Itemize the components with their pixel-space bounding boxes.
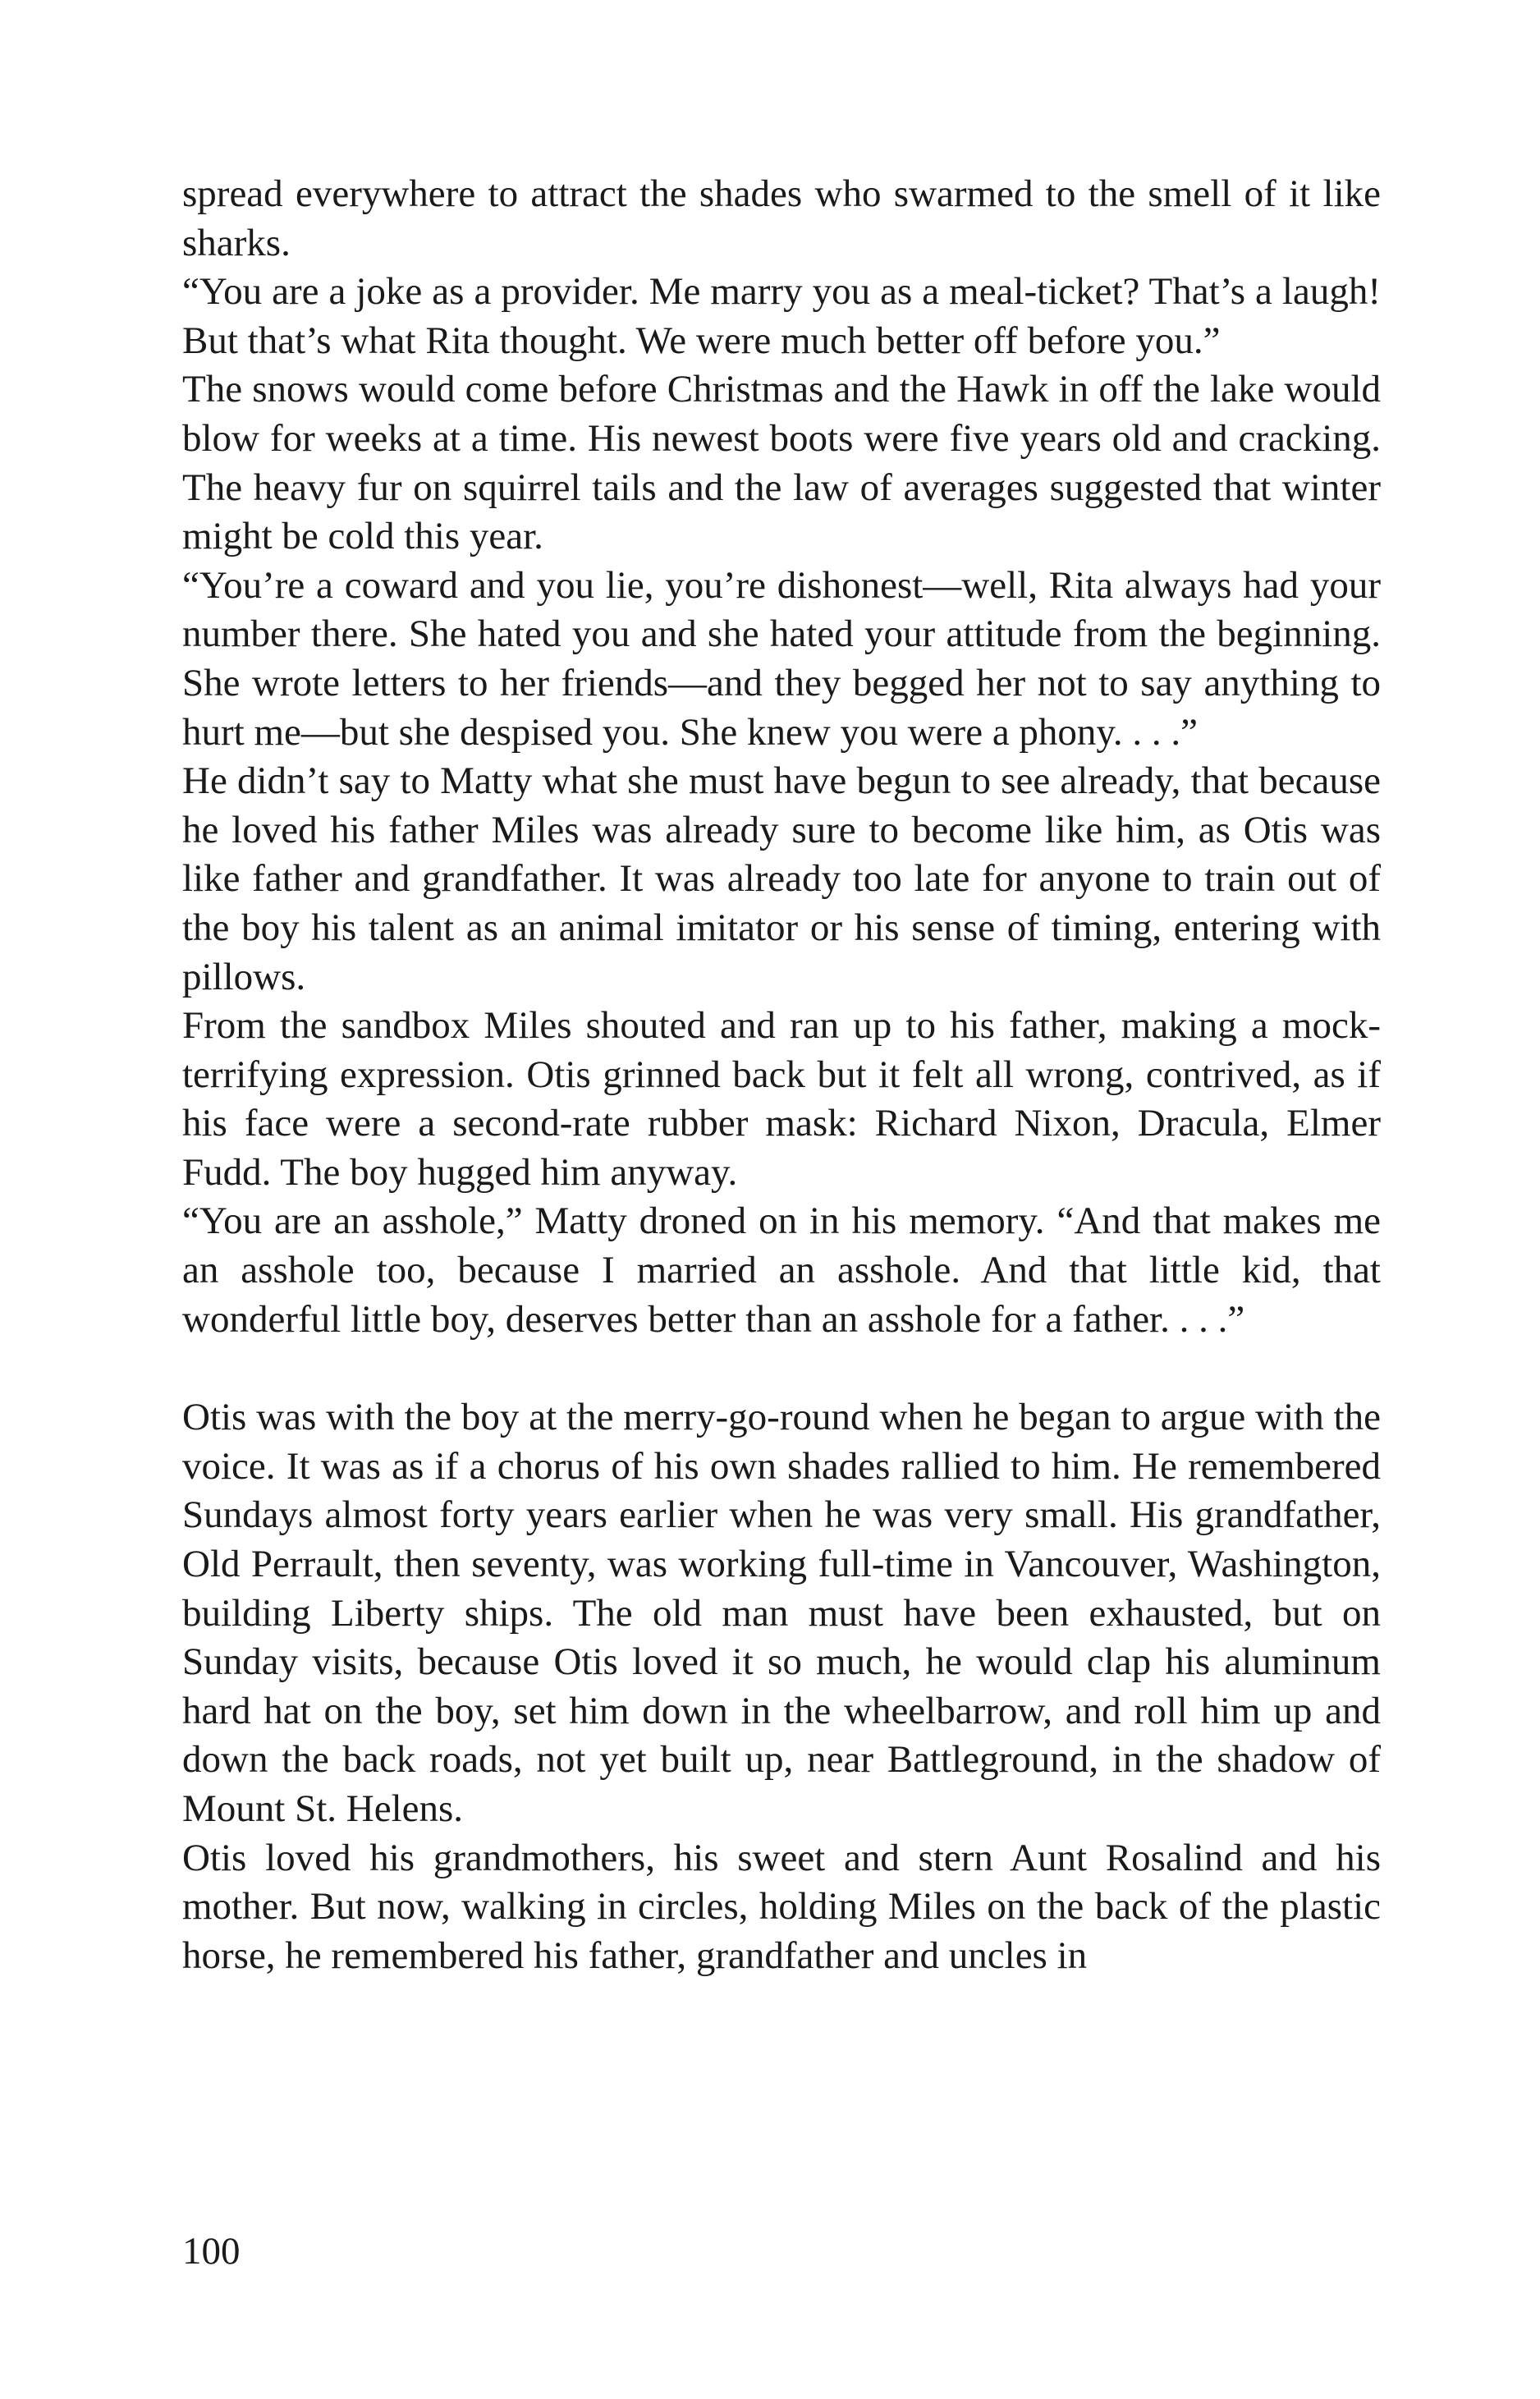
- paragraph-9: Otis loved his grandmothers, his sweet and stern Aunt Rosalind and his mother. But now, walking in circles, holding Miles on the back of the plastic horse, he remembered his father, grandfather and uncles in: [182, 1836, 1381, 1977]
- paragraph-1: spread everywhere to attract the shades who swarmed to the smell of it like sharks.: [182, 172, 1381, 264]
- page-number: 100: [182, 2230, 241, 2273]
- body-text: [182, 170, 1381, 1980]
- section-break: [182, 1344, 1381, 1393]
- paragraph-7: “You are an asshole,” Matty droned on in his memory. “And that makes me an asshole too, because I married an asshole. And that little kid, that wonderful little boy, deserves better than an asshole for a father. . . .”: [182, 1200, 1381, 1341]
- paragraph-5: He didn’t say to Matty what she must have begun to see already, that because he loved his father Miles was already sure to become like him, as Otis was like father and grandfather. It was already too late for anyone to train out of the boy his talent as an animal imitator or his sense of timing, entering with pillows.: [182, 759, 1381, 998]
- paragraph-8: Otis was with the boy at the merry-go-round when he began to argue with the voice. It was as if a chorus of his own shades rallied to him. He remembered Sundays almost forty years earlier when he was very small. His grandfather, Old Perrault, then seventy, was working full-time in Vancouver, Washington, building Liberty ships. The old man must have been exhausted, but on Sunday visits, because Otis loved it so much, he would clap his aluminum hard hat on the boy, set him down in the wheelbarrow, and roll him up and down the back roads, not yet built up, near Battleground, in the shadow of Mount St. Helens.: [182, 1396, 1381, 1830]
- paragraph-6: From the sandbox Miles shouted and ran up to his father, making a mock-terrifying expression. Otis grinned back but it felt all wrong, contrived, as if his face were a second-rate rubber mask: Richard Nixon, Dracula, Elmer Fudd. The boy hugged him anyway.: [182, 1004, 1381, 1194]
- paragraph-4: “You’re a coward and you lie, you’re dishonest—well, Rita always had your number there. She hated you and she hated your attitude from the beginning. She wrote letters to her friends—and they begged her not to say anything to hurt me—but she despised you. She knew you were a phony. . . .”: [182, 563, 1381, 754]
- paragraph-2: “You are a joke as a provider. Me marry you as a meal-ticket? That’s a laugh! But that’s what Rita thought. We were much better off before you.”: [182, 270, 1381, 362]
- paragraph-3: The snows would come before Christmas and the Hawk in off the lake would blow for weeks at a time. His newest boots were five years old and cracking. The heavy fur on squirrel tails and the law of averages suggested that winter might be cold this year.: [182, 368, 1381, 558]
